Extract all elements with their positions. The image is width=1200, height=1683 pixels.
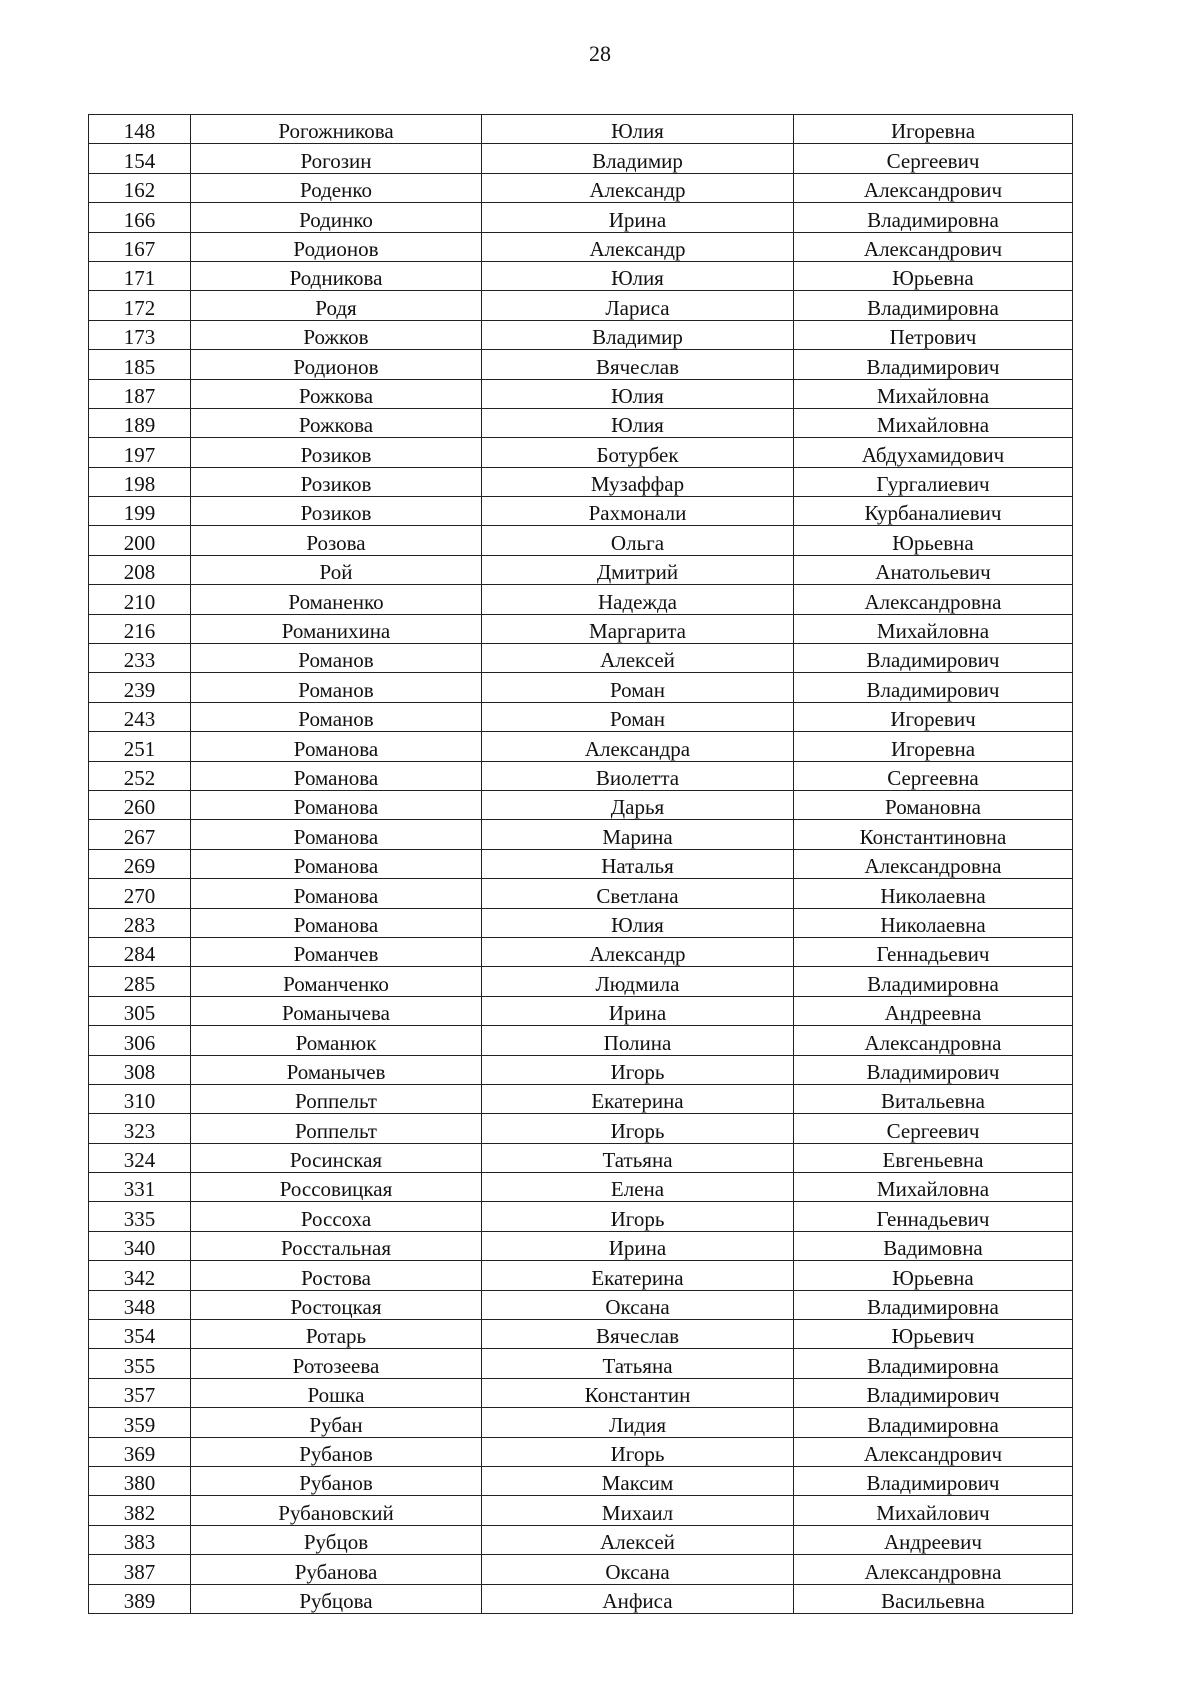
patronymic-cell: Владимировна xyxy=(794,1408,1073,1437)
patronymic-cell: Владимировна xyxy=(794,291,1073,320)
patronymic-cell: Романовна xyxy=(794,790,1073,819)
first-name-cell: Музаффар xyxy=(482,467,794,496)
last-name-cell: Романов xyxy=(191,673,482,702)
first-name-cell: Игорь xyxy=(482,1055,794,1084)
last-name-cell: Романченко xyxy=(191,967,482,996)
table-row xyxy=(89,1320,1073,1349)
row-number-cell: 357 xyxy=(89,1378,191,1407)
patronymic-cell: Александровна xyxy=(794,849,1073,878)
table-row xyxy=(89,1114,1073,1143)
first-name-cell: Дмитрий xyxy=(482,555,794,584)
table-row xyxy=(89,702,1073,731)
last-name-cell: Рубанова xyxy=(191,1555,482,1584)
row-number-cell: 310 xyxy=(89,1084,191,1113)
patronymic-cell: Геннадьевич xyxy=(794,1202,1073,1231)
row-number-cell: 154 xyxy=(89,144,191,173)
patronymic-cell: Владимирович xyxy=(794,673,1073,702)
row-number-cell: 208 xyxy=(89,555,191,584)
row-number-cell: 252 xyxy=(89,761,191,790)
patronymic-cell: Владимирович xyxy=(794,350,1073,379)
first-name-cell: Юлия xyxy=(482,261,794,290)
first-name-cell: Лариса xyxy=(482,291,794,320)
patronymic-cell: Юрьевич xyxy=(794,1320,1073,1349)
table-row xyxy=(89,937,1073,966)
first-name-cell: Маргарита xyxy=(482,614,794,643)
first-name-cell: Оксана xyxy=(482,1290,794,1319)
first-name-cell: Анфиса xyxy=(482,1584,794,1613)
table-row xyxy=(89,1525,1073,1554)
patronymic-cell: Юрьевна xyxy=(794,261,1073,290)
last-name-cell: Рожкова xyxy=(191,379,482,408)
table-row xyxy=(89,291,1073,320)
first-name-cell: Наталья xyxy=(482,849,794,878)
patronymic-cell: Юрьевна xyxy=(794,526,1073,555)
last-name-cell: Рубанов xyxy=(191,1466,482,1495)
patronymic-cell: Игоревна xyxy=(794,732,1073,761)
last-name-cell: Рубанов xyxy=(191,1437,482,1466)
first-name-cell: Игорь xyxy=(482,1202,794,1231)
table-row xyxy=(89,1143,1073,1172)
row-number-cell: 331 xyxy=(89,1173,191,1202)
patronymic-cell: Михайловна xyxy=(794,379,1073,408)
last-name-cell: Роденко xyxy=(191,173,482,202)
patronymic-cell: Михайлович xyxy=(794,1496,1073,1525)
patronymic-cell: Александровна xyxy=(794,1026,1073,1055)
table-row xyxy=(89,408,1073,437)
last-name-cell: Рогозин xyxy=(191,144,482,173)
row-number-cell: 260 xyxy=(89,790,191,819)
table-row xyxy=(89,438,1073,467)
first-name-cell: Максим xyxy=(482,1466,794,1495)
first-name-cell: Владимир xyxy=(482,144,794,173)
row-number-cell: 210 xyxy=(89,585,191,614)
patronymic-cell: Владимировна xyxy=(794,1349,1073,1378)
row-number-cell: 171 xyxy=(89,261,191,290)
last-name-cell: Родя xyxy=(191,291,482,320)
last-name-cell: Рубан xyxy=(191,1408,482,1437)
last-name-cell: Роппельт xyxy=(191,1114,482,1143)
last-name-cell: Родионов xyxy=(191,350,482,379)
table-row xyxy=(89,203,1073,232)
row-number-cell: 387 xyxy=(89,1555,191,1584)
patronymic-cell: Владимирович xyxy=(794,1466,1073,1495)
row-number-cell: 308 xyxy=(89,1055,191,1084)
row-number-cell: 216 xyxy=(89,614,191,643)
row-number-cell: 187 xyxy=(89,379,191,408)
patronymic-cell: Владимирович xyxy=(794,1378,1073,1407)
table-row xyxy=(89,144,1073,173)
first-name-cell: Юлия xyxy=(482,408,794,437)
first-name-cell: Игорь xyxy=(482,1437,794,1466)
first-name-cell: Вячеслав xyxy=(482,1320,794,1349)
first-name-cell: Ботурбек xyxy=(482,438,794,467)
patronymic-cell: Игоревич xyxy=(794,702,1073,731)
table-row xyxy=(89,555,1073,584)
table-row xyxy=(89,1231,1073,1260)
registry-table xyxy=(88,114,1073,1614)
last-name-cell: Рубцова xyxy=(191,1584,482,1613)
table-row xyxy=(89,1349,1073,1378)
patronymic-cell: Геннадьевич xyxy=(794,937,1073,966)
table-row xyxy=(89,1584,1073,1613)
patronymic-cell: Евгеньевна xyxy=(794,1143,1073,1172)
first-name-cell: Юлия xyxy=(482,908,794,937)
patronymic-cell: Михайловна xyxy=(794,1173,1073,1202)
first-name-cell: Вячеслав xyxy=(482,350,794,379)
last-name-cell: Романова xyxy=(191,732,482,761)
last-name-cell: Романычев xyxy=(191,1055,482,1084)
row-number-cell: 285 xyxy=(89,967,191,996)
last-name-cell: Роппельт xyxy=(191,1084,482,1113)
first-name-cell: Татьяна xyxy=(482,1349,794,1378)
row-number-cell: 305 xyxy=(89,996,191,1025)
first-name-cell: Алексей xyxy=(482,1525,794,1554)
table-row xyxy=(89,173,1073,202)
last-name-cell: Ростоцкая xyxy=(191,1290,482,1319)
last-name-cell: Рогожникова xyxy=(191,115,482,144)
patronymic-cell: Сергеевич xyxy=(794,144,1073,173)
patronymic-cell: Николаевна xyxy=(794,908,1073,937)
first-name-cell: Оксана xyxy=(482,1555,794,1584)
table-row xyxy=(89,232,1073,261)
table-row xyxy=(89,1555,1073,1584)
row-number-cell: 324 xyxy=(89,1143,191,1172)
patronymic-cell: Андреевна xyxy=(794,996,1073,1025)
patronymic-cell: Владимирович xyxy=(794,644,1073,673)
last-name-cell: Ростова xyxy=(191,1261,482,1290)
table-row xyxy=(89,644,1073,673)
row-number-cell: 359 xyxy=(89,1408,191,1437)
row-number-cell: 199 xyxy=(89,497,191,526)
table-row xyxy=(89,1202,1073,1231)
table-row xyxy=(89,790,1073,819)
row-number-cell: 369 xyxy=(89,1437,191,1466)
row-number-cell: 283 xyxy=(89,908,191,937)
row-number-cell: 335 xyxy=(89,1202,191,1231)
patronymic-cell: Михайловна xyxy=(794,408,1073,437)
patronymic-cell: Андреевич xyxy=(794,1525,1073,1554)
patronymic-cell: Сергеевич xyxy=(794,1114,1073,1143)
first-name-cell: Александр xyxy=(482,173,794,202)
last-name-cell: Романчев xyxy=(191,937,482,966)
table-row xyxy=(89,585,1073,614)
last-name-cell: Рошка xyxy=(191,1378,482,1407)
first-name-cell: Владимир xyxy=(482,320,794,349)
table-row xyxy=(89,761,1073,790)
patronymic-cell: Васильевна xyxy=(794,1584,1073,1613)
row-number-cell: 323 xyxy=(89,1114,191,1143)
table-row xyxy=(89,497,1073,526)
table-row xyxy=(89,1173,1073,1202)
first-name-cell: Александр xyxy=(482,232,794,261)
row-number-cell: 200 xyxy=(89,526,191,555)
table-row xyxy=(89,350,1073,379)
row-number-cell: 172 xyxy=(89,291,191,320)
last-name-cell: Розиков xyxy=(191,467,482,496)
row-number-cell: 198 xyxy=(89,467,191,496)
registry-table-body xyxy=(89,115,1073,1614)
table-row xyxy=(89,1026,1073,1055)
row-number-cell: 355 xyxy=(89,1349,191,1378)
row-number-cell: 173 xyxy=(89,320,191,349)
first-name-cell: Екатерина xyxy=(482,1084,794,1113)
patronymic-cell: Владимировна xyxy=(794,1290,1073,1319)
first-name-cell: Лидия xyxy=(482,1408,794,1437)
table-row xyxy=(89,1408,1073,1437)
last-name-cell: Романова xyxy=(191,879,482,908)
row-number-cell: 162 xyxy=(89,173,191,202)
row-number-cell: 148 xyxy=(89,115,191,144)
first-name-cell: Юлия xyxy=(482,379,794,408)
row-number-cell: 197 xyxy=(89,438,191,467)
first-name-cell: Екатерина xyxy=(482,1261,794,1290)
last-name-cell: Романихина xyxy=(191,614,482,643)
patronymic-cell: Владимировна xyxy=(794,967,1073,996)
first-name-cell: Рахмонали xyxy=(482,497,794,526)
row-number-cell: 243 xyxy=(89,702,191,731)
table-row xyxy=(89,1261,1073,1290)
table-row xyxy=(89,1084,1073,1113)
table-row xyxy=(89,732,1073,761)
row-number-cell: 354 xyxy=(89,1320,191,1349)
last-name-cell: Ротарь xyxy=(191,1320,482,1349)
first-name-cell: Ирина xyxy=(482,203,794,232)
row-number-cell: 166 xyxy=(89,203,191,232)
last-name-cell: Романова xyxy=(191,820,482,849)
last-name-cell: Романенко xyxy=(191,585,482,614)
row-number-cell: 233 xyxy=(89,644,191,673)
row-number-cell: 239 xyxy=(89,673,191,702)
first-name-cell: Юлия xyxy=(482,115,794,144)
table-row xyxy=(89,261,1073,290)
last-name-cell: Романова xyxy=(191,761,482,790)
patronymic-cell: Николаевна xyxy=(794,879,1073,908)
row-number-cell: 383 xyxy=(89,1525,191,1554)
patronymic-cell: Курбаналиевич xyxy=(794,497,1073,526)
table-row xyxy=(89,1378,1073,1407)
row-number-cell: 185 xyxy=(89,350,191,379)
row-number-cell: 251 xyxy=(89,732,191,761)
first-name-cell: Роман xyxy=(482,673,794,702)
last-name-cell: Родионов xyxy=(191,232,482,261)
page-number: 28 xyxy=(589,41,611,66)
table-row xyxy=(89,673,1073,702)
first-name-cell: Людмила xyxy=(482,967,794,996)
first-name-cell: Виолетта xyxy=(482,761,794,790)
table-row xyxy=(89,1055,1073,1084)
last-name-cell: Рубцов xyxy=(191,1525,482,1554)
row-number-cell: 270 xyxy=(89,879,191,908)
table-row xyxy=(89,1466,1073,1495)
last-name-cell: Розова xyxy=(191,526,482,555)
patronymic-cell: Александровна xyxy=(794,1555,1073,1584)
row-number-cell: 306 xyxy=(89,1026,191,1055)
table-row xyxy=(89,1496,1073,1525)
patronymic-cell: Александрович xyxy=(794,173,1073,202)
patronymic-cell: Вадимовна xyxy=(794,1231,1073,1260)
table-row xyxy=(89,879,1073,908)
patronymic-cell: Игоревна xyxy=(794,115,1073,144)
row-number-cell: 380 xyxy=(89,1466,191,1495)
row-number-cell: 389 xyxy=(89,1584,191,1613)
first-name-cell: Татьяна xyxy=(482,1143,794,1172)
table-row xyxy=(89,115,1073,144)
row-number-cell: 269 xyxy=(89,849,191,878)
last-name-cell: Росинская xyxy=(191,1143,482,1172)
last-name-cell: Росстальная xyxy=(191,1231,482,1260)
last-name-cell: Романов xyxy=(191,644,482,673)
last-name-cell: Романов xyxy=(191,702,482,731)
first-name-cell: Александр xyxy=(482,937,794,966)
row-number-cell: 267 xyxy=(89,820,191,849)
last-name-cell: Романова xyxy=(191,849,482,878)
row-number-cell: 342 xyxy=(89,1261,191,1290)
patronymic-cell: Александрович xyxy=(794,232,1073,261)
last-name-cell: Розиков xyxy=(191,497,482,526)
first-name-cell: Надежда xyxy=(482,585,794,614)
table-row xyxy=(89,1437,1073,1466)
first-name-cell: Полина xyxy=(482,1026,794,1055)
first-name-cell: Константин xyxy=(482,1378,794,1407)
table-row xyxy=(89,820,1073,849)
row-number-cell: 340 xyxy=(89,1231,191,1260)
table-row xyxy=(89,996,1073,1025)
first-name-cell: Ольга xyxy=(482,526,794,555)
patronymic-cell: Витальевна xyxy=(794,1084,1073,1113)
first-name-cell: Роман xyxy=(482,702,794,731)
table-row xyxy=(89,1290,1073,1319)
table-row xyxy=(89,467,1073,496)
patronymic-cell: Гургалиевич xyxy=(794,467,1073,496)
first-name-cell: Михаил xyxy=(482,1496,794,1525)
first-name-cell: Игорь xyxy=(482,1114,794,1143)
table-row xyxy=(89,526,1073,555)
patronymic-cell: Абдухамидович xyxy=(794,438,1073,467)
row-number-cell: 382 xyxy=(89,1496,191,1525)
last-name-cell: Россоха xyxy=(191,1202,482,1231)
last-name-cell: Рой xyxy=(191,555,482,584)
table-row xyxy=(89,614,1073,643)
last-name-cell: Рубановский xyxy=(191,1496,482,1525)
patronymic-cell: Михайловна xyxy=(794,614,1073,643)
last-name-cell: Рожкова xyxy=(191,408,482,437)
last-name-cell: Родникова xyxy=(191,261,482,290)
patronymic-cell: Юрьевна xyxy=(794,1261,1073,1290)
patronymic-cell: Владимирович xyxy=(794,1055,1073,1084)
row-number-cell: 348 xyxy=(89,1290,191,1319)
first-name-cell: Александра xyxy=(482,732,794,761)
table-row xyxy=(89,908,1073,937)
table-row xyxy=(89,849,1073,878)
table-row xyxy=(89,379,1073,408)
last-name-cell: Ротозеева xyxy=(191,1349,482,1378)
last-name-cell: Романова xyxy=(191,908,482,937)
table-row xyxy=(89,320,1073,349)
patronymic-cell: Анатольевич xyxy=(794,555,1073,584)
first-name-cell: Елена xyxy=(482,1173,794,1202)
patronymic-cell: Александрович xyxy=(794,1437,1073,1466)
last-name-cell: Розиков xyxy=(191,438,482,467)
last-name-cell: Родинко xyxy=(191,203,482,232)
last-name-cell: Россовицкая xyxy=(191,1173,482,1202)
row-number-cell: 167 xyxy=(89,232,191,261)
first-name-cell: Алексей xyxy=(482,644,794,673)
first-name-cell: Светлана xyxy=(482,879,794,908)
first-name-cell: Ирина xyxy=(482,1231,794,1260)
patronymic-cell: Сергеевна xyxy=(794,761,1073,790)
last-name-cell: Рожков xyxy=(191,320,482,349)
patronymic-cell: Александровна xyxy=(794,585,1073,614)
first-name-cell: Ирина xyxy=(482,996,794,1025)
last-name-cell: Романычева xyxy=(191,996,482,1025)
patronymic-cell: Владимировна xyxy=(794,203,1073,232)
first-name-cell: Марина xyxy=(482,820,794,849)
first-name-cell: Дарья xyxy=(482,790,794,819)
last-name-cell: Романюк xyxy=(191,1026,482,1055)
last-name-cell: Романова xyxy=(191,790,482,819)
patronymic-cell: Константиновна xyxy=(794,820,1073,849)
table-row xyxy=(89,967,1073,996)
row-number-cell: 189 xyxy=(89,408,191,437)
row-number-cell: 284 xyxy=(89,937,191,966)
patronymic-cell: Петрович xyxy=(794,320,1073,349)
